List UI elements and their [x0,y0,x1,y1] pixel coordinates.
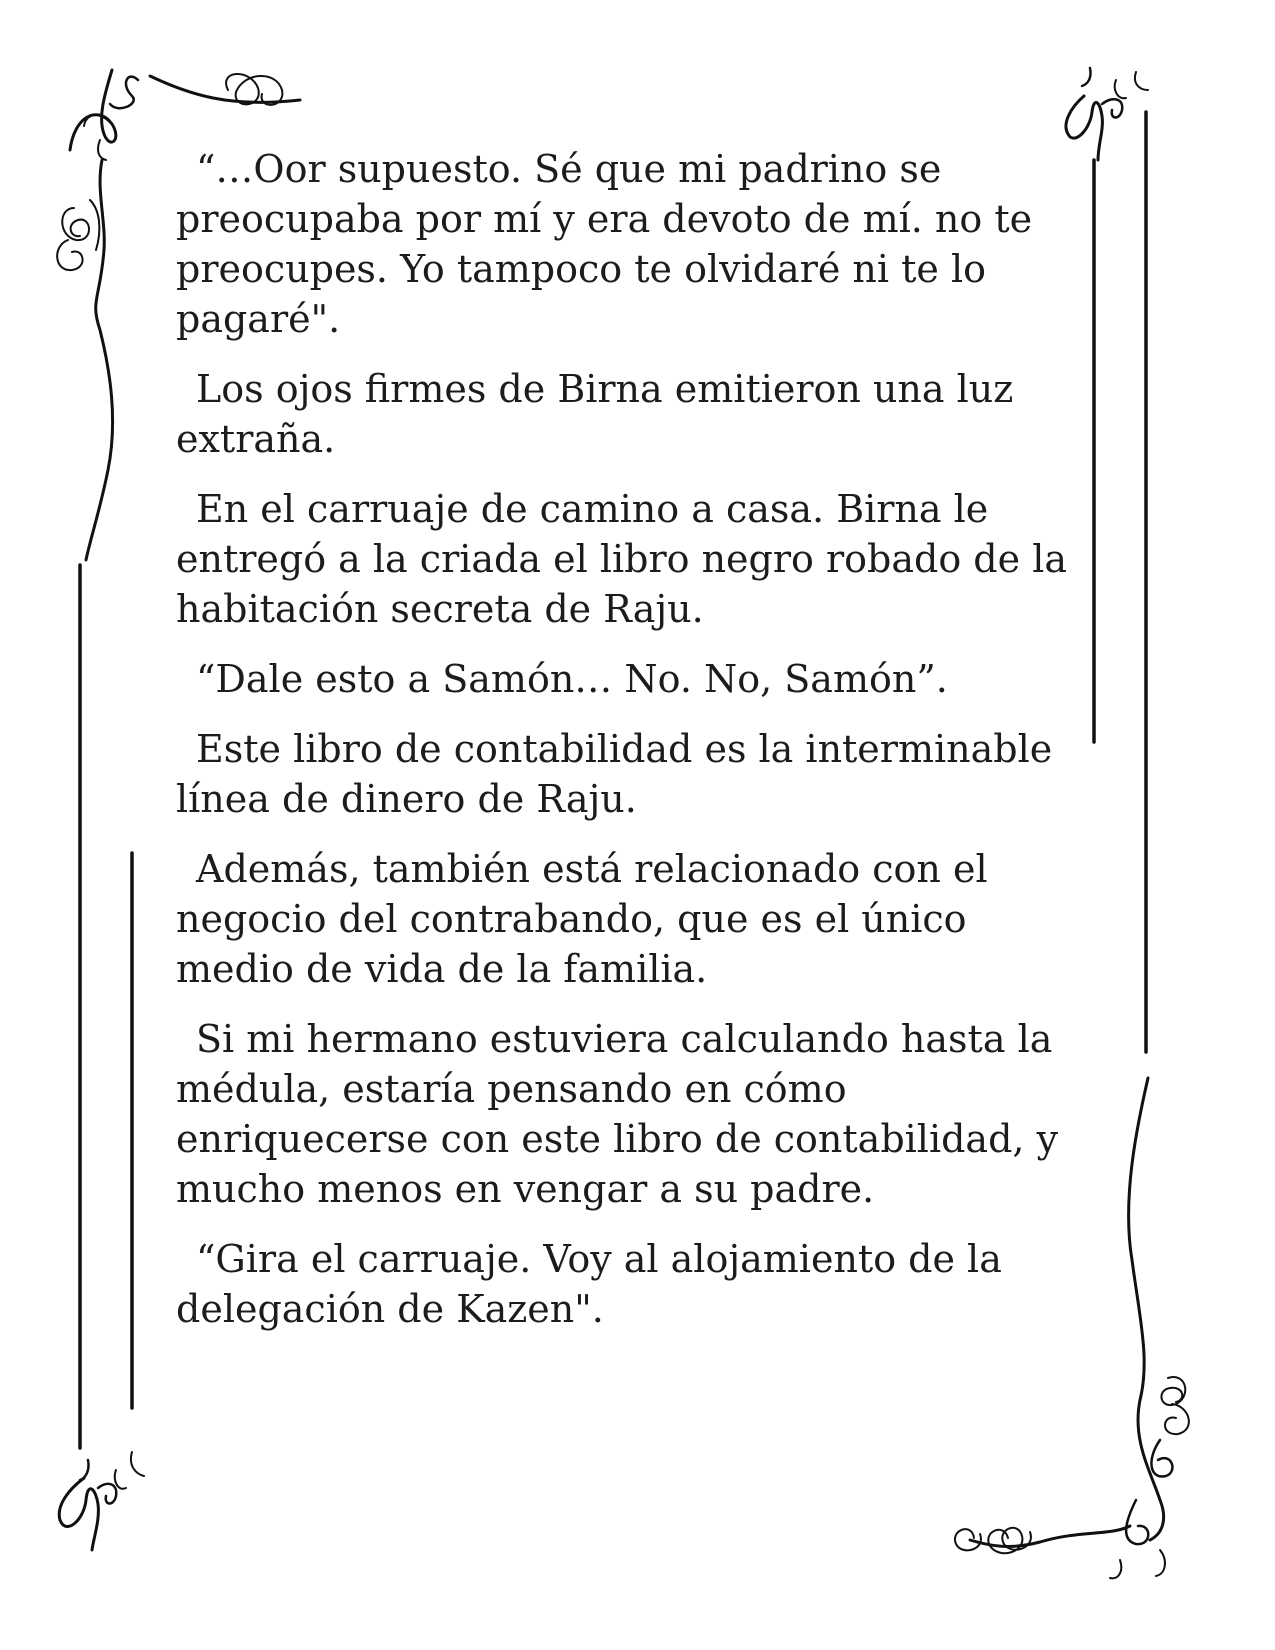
paragraph-2: Los ojos firmes de Birna emitieron una luz extraña. [176,367,1014,461]
paragraph-5: Este libro de contabilidad es la interminable línea de dinero de Raju. [176,727,1053,821]
body-text [176,144,1076,1354]
top-right-flourish-icon [1066,68,1148,160]
paragraph-7: Si mi hermano estuviera calculando hasta la médula, estaría pensando en cómo enriquecerse con este libro de contabilidad, y mucho menos en vengar a su padre. [176,1017,1059,1211]
bottom-left-flourish-icon [59,1452,144,1550]
paragraph-8: “Gira el carruaje. Voy al alojamiento de la delegación de Kazen". [176,1237,1002,1331]
paragraph-3: En el carruaje de camino a casa. Birna le entregó a la criada el libro negro robado de la habitación secreta de Raju. [176,487,1067,631]
paragraph-4: “Dale esto a Samón… No. No, Samón”. [196,657,948,701]
paragraph-1: “…Oor supuesto. Sé que mi padrino se preocupaba por mí y era devoto de mí. no te preocupes. Yo tampoco te olvidaré ni te lo pagaré". [176,147,1033,341]
paragraph-6: Además, también está relacionado con el negocio del contrabando, que es el único medio de vida de la familia. [176,847,988,991]
